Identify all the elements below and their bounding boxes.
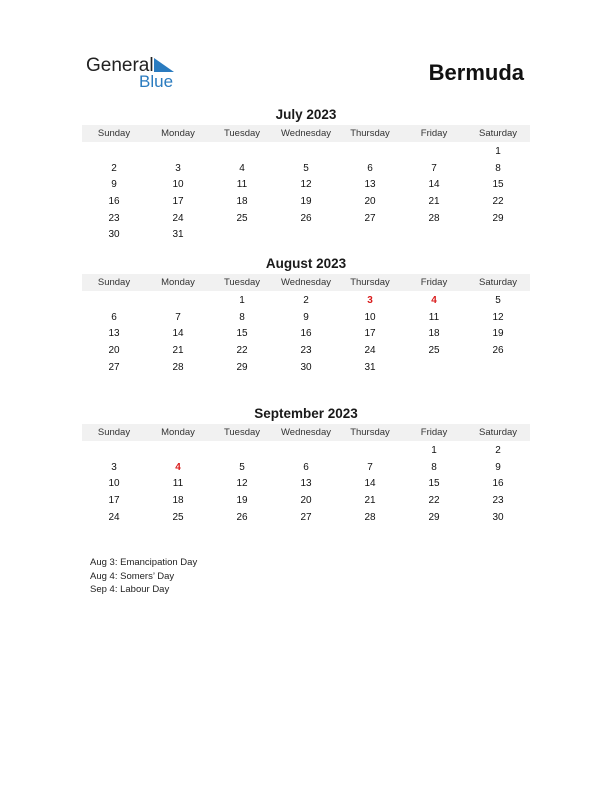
date-cell: 11 — [428, 311, 440, 323]
date-cell: 24 — [364, 344, 376, 356]
date-cell: 16 — [108, 195, 120, 207]
logo-text-blue: Blue — [139, 72, 174, 91]
date-cell: 4 — [239, 162, 245, 174]
date-cell: 8 — [431, 461, 437, 473]
date-cell: 12 — [492, 311, 504, 323]
date-cell: 7 — [175, 311, 181, 323]
date-cell: 22 — [428, 494, 440, 506]
weekday-header-row — [82, 424, 530, 441]
week-row — [82, 226, 530, 243]
month-calendar — [82, 255, 530, 375]
date-cell: 20 — [364, 195, 376, 207]
month-calendar — [82, 405, 530, 525]
date-cell: 25 — [428, 344, 440, 356]
month-calendar — [82, 106, 530, 243]
date-cell: 14 — [172, 328, 184, 340]
date-cell: 27 — [108, 361, 120, 373]
date-cell: 28 — [428, 212, 440, 224]
date-cell: 23 — [492, 494, 504, 506]
date-cell: 30 — [492, 511, 504, 523]
weekday-label: Saturday — [478, 427, 518, 438]
date-cell: 7 — [367, 461, 373, 473]
date-cell: 17 — [108, 494, 120, 506]
date-cell: 3 — [111, 461, 117, 473]
weekday-label: Friday — [420, 128, 448, 139]
date-cell: 13 — [108, 328, 120, 340]
date-cell: 2 — [495, 444, 501, 456]
date-cell: 10 — [108, 478, 120, 490]
brand-logo — [86, 55, 186, 95]
holiday-note: Sep 4: Labour Day — [90, 584, 170, 595]
date-cell: 7 — [431, 162, 437, 174]
date-cell: 1 — [495, 145, 501, 157]
holiday-note: Aug 3: Emancipation Day — [90, 557, 198, 568]
date-cell: 6 — [367, 162, 373, 174]
week-row — [82, 342, 530, 359]
date-cell: 1 — [431, 444, 437, 456]
date-cell: 9 — [495, 461, 501, 473]
date-cell: 6 — [111, 311, 117, 323]
weekday-label: Sunday — [97, 128, 131, 139]
weekday-label: Thursday — [350, 128, 390, 139]
date-cell: 2 — [111, 162, 117, 174]
date-cell: 31 — [172, 229, 184, 241]
date-cell: 28 — [172, 361, 184, 373]
logo-text-general: General — [86, 55, 154, 76]
date-cell: 11 — [236, 179, 248, 191]
weekday-label: Tuesday — [223, 128, 261, 139]
week-row — [82, 492, 530, 509]
date-cell: 24 — [172, 212, 184, 224]
week-row — [82, 176, 530, 193]
date-cell: 3 — [175, 162, 181, 174]
date-cell: 16 — [300, 328, 312, 340]
week-row — [82, 359, 530, 376]
week-row — [82, 143, 530, 160]
date-cell: 5 — [303, 162, 309, 174]
country-title: Bermuda — [428, 60, 524, 85]
weekday-label: Monday — [161, 277, 195, 288]
date-cell: 20 — [300, 494, 312, 506]
date-cell: 2 — [303, 294, 309, 306]
weekday-label: Sunday — [97, 277, 131, 288]
date-cell: 21 — [172, 344, 184, 356]
date-cell: 13 — [364, 179, 376, 191]
week-row — [82, 459, 530, 476]
date-cell: 29 — [428, 511, 440, 523]
date-cell: 16 — [492, 478, 504, 490]
week-row — [82, 193, 530, 210]
week-row — [82, 160, 530, 177]
week-row — [82, 325, 530, 342]
date-cell: 27 — [300, 511, 312, 523]
date-cell: 18 — [236, 195, 248, 207]
date-cell: 17 — [172, 195, 184, 207]
date-cell: 12 — [300, 179, 312, 191]
weekday-label: Wednesday — [281, 128, 331, 139]
date-cell: 30 — [300, 361, 312, 373]
week-row — [82, 210, 530, 227]
holiday-date-cell: 3 — [367, 294, 373, 306]
weekday-label: Thursday — [350, 277, 390, 288]
date-cell: 15 — [428, 478, 440, 490]
weekday-label: Tuesday — [223, 277, 261, 288]
date-cell: 14 — [364, 478, 376, 490]
date-cell: 22 — [492, 195, 504, 207]
date-cell: 29 — [492, 212, 504, 224]
date-cell: 1 — [239, 294, 245, 306]
weekday-label: Saturday — [478, 277, 518, 288]
date-cell: 17 — [364, 328, 376, 340]
weekday-label: Tuesday — [223, 427, 261, 438]
holiday-date-cell: 4 — [175, 461, 181, 473]
month-title: August 2023 — [265, 256, 347, 271]
month-title: July 2023 — [275, 107, 337, 122]
date-cell: 27 — [364, 212, 376, 224]
date-cell: 9 — [303, 311, 309, 323]
week-row — [82, 475, 530, 492]
date-cell: 19 — [300, 195, 312, 207]
date-cell: 8 — [239, 311, 245, 323]
weekday-label: Wednesday — [281, 427, 331, 438]
weekday-label: Monday — [161, 427, 195, 438]
month-title: September 2023 — [254, 406, 358, 421]
date-cell: 25 — [236, 212, 248, 224]
date-cell: 28 — [364, 511, 376, 523]
date-cell: 30 — [108, 229, 120, 241]
date-cell: 10 — [172, 179, 184, 191]
date-cell: 26 — [236, 511, 248, 523]
date-cell: 9 — [111, 179, 117, 191]
weekday-label: Monday — [161, 128, 195, 139]
date-cell: 15 — [236, 328, 248, 340]
weekday-label: Friday — [420, 277, 448, 288]
date-cell: 29 — [236, 361, 248, 373]
date-cell: 26 — [300, 212, 312, 224]
date-cell: 18 — [172, 494, 184, 506]
date-cell: 5 — [495, 294, 501, 306]
date-cell: 8 — [495, 162, 501, 174]
date-cell: 25 — [172, 511, 184, 523]
holiday-date-cell: 4 — [431, 294, 437, 306]
date-cell: 5 — [239, 461, 245, 473]
date-cell: 20 — [108, 344, 120, 356]
date-cell: 23 — [108, 212, 120, 224]
date-cell: 11 — [172, 478, 184, 490]
date-cell: 19 — [236, 494, 248, 506]
date-cell: 26 — [492, 344, 504, 356]
date-cell: 13 — [300, 478, 312, 490]
date-cell: 22 — [236, 344, 248, 356]
date-cell: 10 — [364, 311, 376, 323]
date-cell: 19 — [492, 328, 504, 340]
date-cell: 23 — [300, 344, 312, 356]
weekday-label: Wednesday — [281, 277, 331, 288]
weekday-label: Saturday — [478, 128, 518, 139]
date-cell: 31 — [364, 361, 376, 373]
holiday-note: Aug 4: Somers’ Day — [90, 570, 175, 582]
date-cell: 14 — [428, 179, 440, 191]
date-cell: 12 — [236, 478, 248, 490]
date-cell: 6 — [303, 461, 309, 473]
week-row — [82, 509, 530, 526]
weekday-label: Friday — [420, 427, 448, 438]
weekday-label: Thursday — [350, 427, 390, 438]
date-cell: 24 — [108, 511, 120, 523]
weekday-label: Sunday — [97, 427, 131, 438]
logo-triangle-icon — [152, 58, 176, 72]
weekday-header-row — [82, 274, 530, 291]
week-row — [82, 292, 530, 309]
week-row — [82, 309, 530, 326]
week-row — [82, 442, 530, 459]
date-cell: 21 — [428, 195, 440, 207]
date-cell: 15 — [492, 179, 504, 191]
weekday-header-row — [82, 125, 530, 142]
date-cell: 21 — [364, 494, 376, 506]
holiday-notes — [90, 556, 197, 597]
date-cell: 18 — [428, 328, 440, 340]
